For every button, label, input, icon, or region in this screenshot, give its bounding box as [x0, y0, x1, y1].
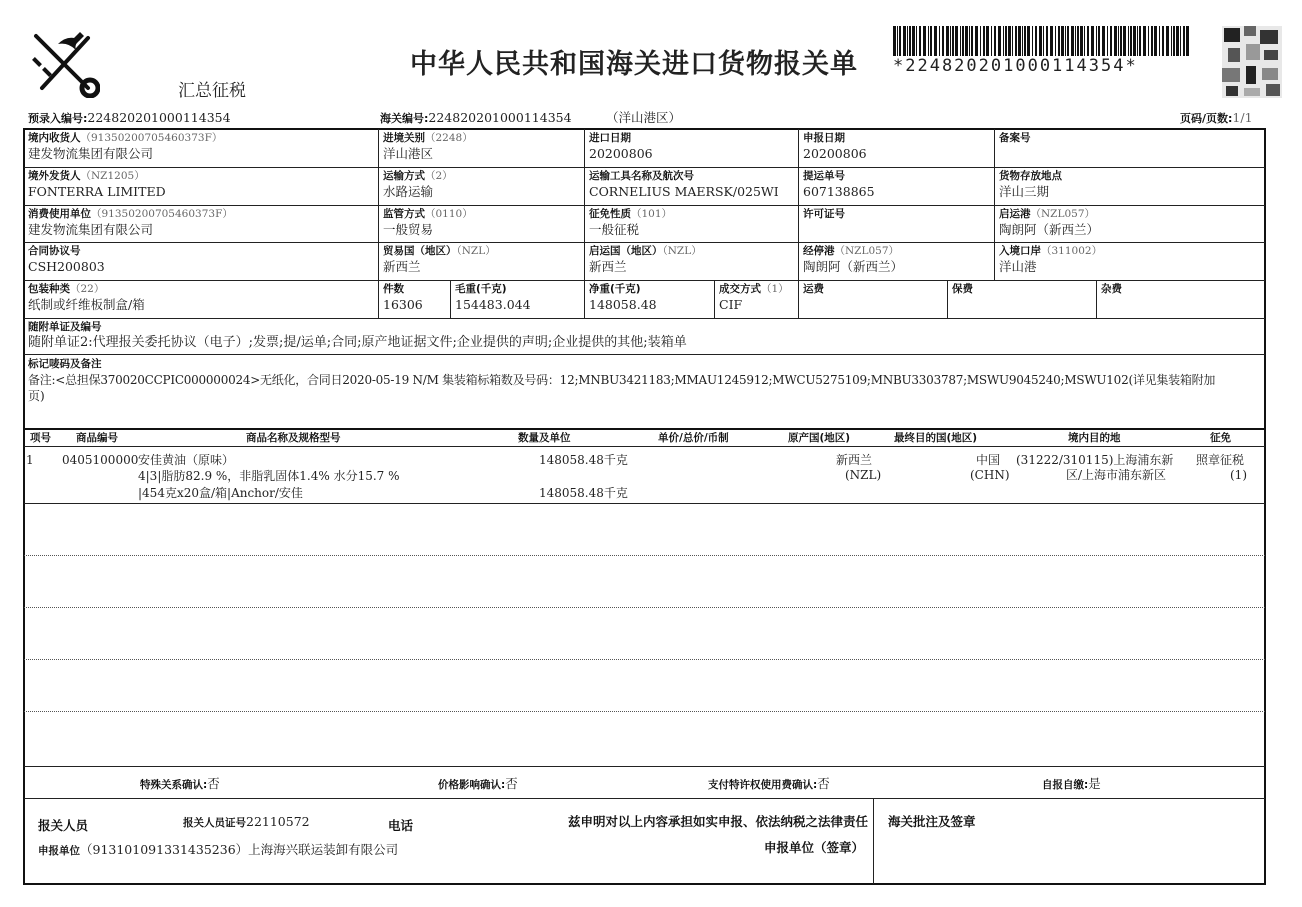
summary-tax-label: 汇总征税 [178, 81, 246, 101]
customs-port: （洋山港区） [606, 110, 682, 125]
statement: 兹申明对以上内容承担如实申报、依法纳税之法律责任 [568, 814, 869, 829]
col-price: 单价/总价/币制 [658, 432, 729, 444]
package-type-code: （22） [70, 283, 105, 295]
record-no-label: 备案号 [999, 132, 1031, 144]
customs-emblem-logo [28, 30, 100, 98]
origin-country-label: 启运国（地区） [589, 245, 663, 257]
docs-label: 随附单证及编号 [28, 321, 102, 333]
deal-mode-value: CIF [719, 297, 743, 312]
entry-customs-value: 洋山港区 [383, 146, 434, 161]
goods-spec-2: |454克x20盒/箱|Anchor/安佳 [138, 486, 303, 500]
departure-port-value: 陶朗阿（新西兰） [999, 222, 1100, 237]
supervision-code: （0110） [425, 208, 473, 220]
consumer-code: （91350200705460373F） [91, 208, 233, 220]
col-origin: 原产国(地区) [788, 432, 851, 444]
trade-country-code: （NZL） [456, 245, 496, 257]
col-domestic: 境内目的地 [1068, 432, 1121, 444]
package-type-label: 包装种类 [28, 283, 70, 295]
supervision-label: 监管方式 [383, 208, 425, 220]
import-date-label: 进口日期 [589, 132, 631, 144]
price-impact-label: 价格影响确认: [438, 779, 506, 791]
col-exempt: 征免 [1210, 432, 1231, 444]
trade-country-value: 新西兰 [383, 259, 421, 274]
declare-unit-value: （913101091331435236）上海海兴联运装卸有限公司 [80, 842, 399, 857]
customs-no-label: 海关编号: [380, 112, 429, 125]
contract-label: 合同协议号 [28, 245, 81, 257]
storage-value: 洋山三期 [999, 184, 1050, 199]
goods-exempt-2: (1) [1230, 468, 1247, 482]
shipper-value: FONTERRA LIMITED [28, 184, 166, 199]
qr-code [1222, 26, 1282, 98]
storage-label: 货物存放地点 [999, 170, 1062, 182]
special-relation-value: 否 [207, 776, 220, 791]
net-weight-value: 148058.48 [589, 297, 657, 312]
origin-country-value: 新西兰 [589, 259, 627, 274]
consignee-code: （91350200705460373F） [80, 132, 223, 144]
goods-dest: 中国 [976, 453, 1001, 467]
goods-spec-1: 4|3|脂肪82.9 %，非脂乳固体1.4% 水分15.7 % [138, 469, 400, 483]
royalty-label: 支付特许权使用费确认: [708, 779, 818, 791]
docs-value: 随附单证2:代理报关委托协议（电子）;发票;提/运单;合同;原产地证据文件;企业提供的声明;企业提供的其他;装箱单 [28, 335, 687, 350]
phone-label: 电话 [388, 818, 414, 833]
gross-weight-label: 毛重(千克) [455, 283, 507, 295]
tax-nature-value: 一般征税 [589, 222, 640, 237]
page-label: 页码/页数: [1180, 112, 1233, 125]
declarant-label: 报关人员 [38, 818, 89, 833]
goods-domestic-1: (31222/310115)上海浦东新 [1016, 453, 1174, 467]
shipper-label: 境外发货人 [28, 170, 81, 182]
transit-port-label: 经停港 [803, 245, 835, 257]
self-pay-label: 自报自缴: [1042, 779, 1089, 791]
contract-value: CSH200803 [28, 259, 105, 274]
transport-mode-code: （2） [425, 170, 453, 182]
declare-date-label: 申报日期 [803, 132, 845, 144]
entry-port-code: （311002） [1041, 245, 1103, 257]
goods-name: 安佳黄油（原味） [138, 453, 235, 467]
customs-no-value: 224820201000114354 [428, 110, 572, 125]
unit-seal-label: 申报单位（签章） [764, 840, 865, 855]
consignee-value: 建发物流集团有限公司 [28, 146, 154, 161]
goods-qty-2: 148058.48千克 [539, 486, 628, 500]
vessel-label: 运输工具名称及航次号 [589, 170, 694, 182]
entry-customs-label: 进境关别 [383, 132, 425, 144]
count-value: 16306 [383, 297, 423, 312]
goods-dest-code: (CHN) [970, 468, 1010, 482]
page-value: 1/1 [1232, 110, 1253, 125]
col-item-no: 项号 [30, 432, 51, 444]
deal-mode-label: 成交方式 [719, 283, 761, 295]
departure-port-label: 启运港 [999, 208, 1031, 220]
entry-port-label: 入境口岸 [999, 245, 1041, 257]
goods-origin-code: (NZL) [845, 468, 882, 482]
col-qty: 数量及单位 [518, 432, 571, 444]
goods-no: 1 [26, 453, 34, 467]
cert-no-label: 报关人员证号 [183, 817, 246, 829]
col-dest: 最终目的国(地区) [894, 432, 978, 444]
net-weight-label: 净重(千克) [589, 283, 641, 295]
entry-port-value: 洋山港 [999, 259, 1037, 274]
supervision-value: 一般贸易 [383, 222, 434, 237]
goods-qty-1: 148058.48千克 [539, 453, 628, 467]
consignee-label: 境内收货人 [28, 132, 81, 144]
special-relation-label: 特殊关系确认: [140, 779, 208, 791]
gross-weight-value: 154483.044 [455, 297, 531, 312]
cert-no-value: 22110572 [246, 814, 310, 829]
royalty-value: 否 [817, 776, 830, 791]
transit-port-value: 陶朗阿（新西兰） [803, 259, 904, 274]
bill-no-label: 提运单号 [803, 170, 845, 182]
entry-customs-code: （2248） [425, 132, 473, 144]
tax-nature-label: 征免性质 [589, 208, 631, 220]
goods-code: 0405100000 [62, 453, 139, 467]
consumer-label: 消费使用单位 [28, 208, 91, 220]
declare-unit-label: 申报单位 [38, 845, 80, 857]
package-type-value: 纸制或纤维板制盒/箱 [28, 297, 145, 312]
pre-entry-value: 224820201000114354 [87, 110, 231, 125]
goods-origin: 新西兰 [836, 453, 873, 467]
page-title: 中华人民共和国海关进口货物报关单 [410, 49, 858, 80]
license-label: 许可证号 [803, 208, 845, 220]
departure-port-code: （NZL057） [1030, 208, 1095, 220]
count-label: 件数 [383, 283, 404, 295]
barcode [893, 26, 1193, 56]
trade-country-label: 贸易国（地区） [383, 245, 457, 257]
misc-fee-label: 杂费 [1101, 283, 1122, 295]
goods-domestic-2: 区/上海市浦东新区 [1066, 468, 1167, 482]
freight-label: 运费 [803, 283, 824, 295]
pre-entry-label: 预录入编号: [28, 112, 88, 125]
import-date-value: 20200806 [589, 146, 653, 161]
transport-mode-value: 水路运输 [383, 184, 434, 199]
transport-mode-label: 运输方式 [383, 170, 425, 182]
marks-line2: 页) [28, 389, 45, 403]
shipper-code: （NZ1205） [80, 170, 145, 182]
marks-line1: 备注:<总担保370020CCPIC000000024>无纸化，合同日2020-05-19 N/M 集装箱标箱数及号码：12;MNBU3421183;MMAU1245912;MWCU5275109;MNBU3303787;MSWU9045240;MSWU102(详见集装箱附加 [28, 373, 1216, 387]
insurance-label: 保费 [952, 283, 973, 295]
marks-label: 标记唛码及备注 [28, 358, 102, 370]
consumer-value: 建发物流集团有限公司 [28, 222, 154, 237]
col-code: 商品编号 [76, 432, 118, 444]
bill-no-value: 607138865 [803, 184, 875, 199]
tax-nature-code: （101） [631, 208, 673, 220]
col-name: 商品名称及规格型号 [246, 432, 341, 444]
price-impact-value: 否 [505, 776, 518, 791]
self-pay-value: 是 [1088, 776, 1101, 791]
origin-country-code: （NZL） [662, 245, 702, 257]
barcode-text: *224820201000114354* [893, 56, 1138, 76]
customs-sign-label: 海关批注及签章 [888, 814, 976, 829]
deal-mode-code: （1） [761, 283, 789, 295]
goods-exempt-1: 照章征税 [1196, 453, 1245, 467]
transit-port-code: （NZL057） [834, 245, 899, 257]
declare-date-value: 20200806 [803, 146, 867, 161]
vessel-value: CORNELIUS MAERSK/025WI [589, 184, 779, 199]
